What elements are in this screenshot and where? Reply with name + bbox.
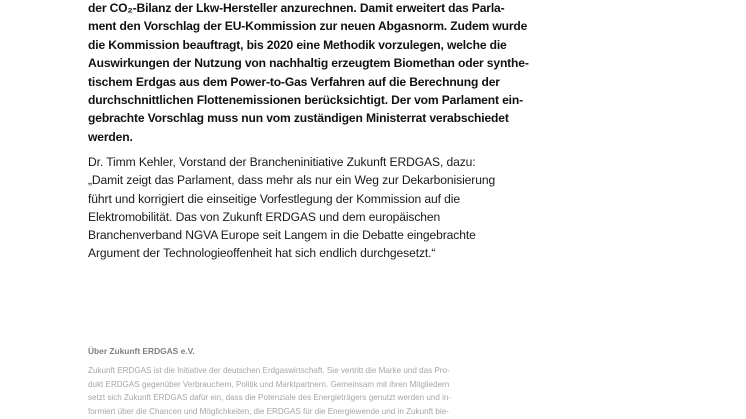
about-text-line: setzt sich Zukunft ERDGAS dafür ein, dass die Potenziale des Energieträgers genutzt werden und in- xyxy=(88,393,452,402)
about-text-line: formiert über die Chancen und Möglichkeiten, die ERDGAS für die Energiewende und in Zukunft bie- xyxy=(88,406,449,416)
quote-paragraph-line: Elektromobilität. Das von Zukunft ERDGAS und dem europäischen xyxy=(88,209,441,224)
about-heading: Über Zukunft ERDGAS e.V. xyxy=(88,346,195,356)
quote-paragraph-line: Branchenverband NGVA Europe seit Langem in die Debatte eingebrachte xyxy=(88,228,476,243)
bold-paragraph-line: Auswirkungen der Nutzung von nachhaltig erzeugtem Biomethan oder synthe- xyxy=(88,56,529,71)
bold-paragraph-line: tischem Erdgas aus dem Power-to-Gas Verfahren auf die Berechnung der xyxy=(88,74,500,89)
about-text-line: dukt ERDGAS gegenüber Verbrauchern, Politik und Marktpartnern. Gemeinsam mit ihren Mitgliedern xyxy=(88,379,450,389)
bold-paragraph-line: die Kommission beauftragt, bis 2020 eine Methodik vorzulegen, welche die xyxy=(88,37,507,52)
bold-paragraph-line: ment den Vorschlag der EU-Kommission zur neuen Abgasnorm. Zudem wurde xyxy=(88,19,528,34)
quote-paragraph-line: Dr. Timm Kehler, Vorstand der Brancheninitiative Zukunft ERDGAS, dazu: xyxy=(88,155,476,169)
quote-paragraph-line: Argument der Technologieoffenheit hat sich endlich durchgesetzt.“ xyxy=(88,246,436,261)
quote-paragraph xyxy=(88,153,513,263)
bold-paragraph xyxy=(88,0,529,146)
bold-paragraph-line: durchschnittlichen Flottenemissionen berücksichtigt. Der vom Parlament ein- xyxy=(88,93,523,108)
quote-paragraph-line: führt und korrigiert die einseitige Vorfestlegung der Kommission auf die xyxy=(88,191,460,206)
about-text-line: Zukunft ERDGAS ist die Initiative der deutschen Erdgaswirtschaft. Sie vertritt die Marke und das Pro- xyxy=(88,366,450,375)
about-text xyxy=(88,364,513,418)
quote-paragraph-line: „Damit zeigt das Parlament, dass mehr als nur ein Weg zur Dekarbonisierung xyxy=(88,173,496,188)
bold-paragraph-line: der CO₂-Bilanz der Lkw-Hersteller anzurechnen. Damit erweitert das Parla- xyxy=(88,1,505,15)
bold-paragraph-line: gebrachte Vorschlag muss nun vom zuständigen Ministerrat verabschiedet xyxy=(88,111,509,126)
bold-paragraph-line: werden. xyxy=(88,129,133,144)
